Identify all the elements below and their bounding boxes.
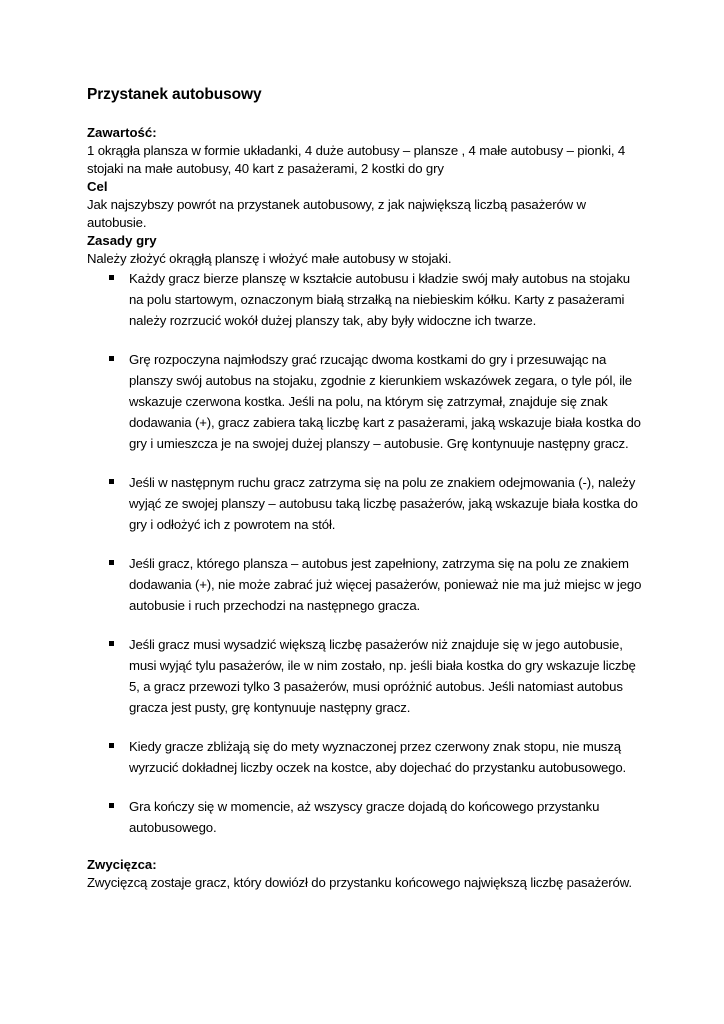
square-bullet-icon (109, 479, 114, 484)
square-bullet-icon (109, 641, 114, 646)
winner-text: Zwycięzcą zostaje gracz, który dowiózł do przystanku końcowego największą liczbę pasażerów. (87, 875, 632, 890)
document-page (87, 84, 647, 892)
rule-text: Gra kończy się w momencie, aż wszyscy gracze dojadą do końcowego przystanku autobusowego. (129, 799, 600, 835)
winner-heading: Zwycięzca: (87, 857, 157, 872)
winner-section (87, 856, 647, 892)
rule-item (87, 553, 647, 616)
goal-section (87, 178, 647, 232)
square-bullet-icon (109, 275, 114, 280)
rules-list (87, 268, 647, 838)
rule-text: Jeśli gracz, którego plansza – autobus jest zapełniony, zatrzyma się na polu ze znakiem dodawania (+), nie może zabrać już więcej pasażerów, ponieważ nie ma już miejsc w jego autobusie i ruch przechodzi na następnego gracza. (129, 556, 642, 613)
goal-text: Jak najszybszy powrót na przystanek autobusowy, z jak największą liczbą pasażerów w autobusie. (87, 197, 586, 230)
goal-heading: Cel (87, 179, 108, 194)
rules-intro: Należy złożyć okrągłą planszę i włożyć małe autobusy w stojaki. (87, 251, 452, 266)
rule-item (87, 796, 647, 838)
rule-item (87, 472, 647, 535)
rules-heading: Zasady gry (87, 233, 157, 248)
contents-text: 1 okrągła plansza w formie układanki, 4 duże autobusy – plansze , 4 małe autobusy – pionki, 4 stojaki na małe autobusy, 40 kart z pasażerami, 2 kostki do gry (87, 143, 626, 176)
square-bullet-icon (109, 356, 114, 361)
document-title: Przystanek autobusowy (87, 86, 262, 103)
rule-text: Kiedy gracze zbliżają się do mety wyznaczonej przez czerwony znak stopu, nie muszą wyrzucić dokładnej liczby oczek na kostce, aby dojechać do przystanku autobusowego. (129, 739, 627, 775)
square-bullet-icon (109, 743, 114, 748)
rule-item (87, 634, 647, 718)
contents-section (87, 124, 647, 178)
rule-text: Grę rozpoczyna najmłodszy grać rzucając dwoma kostkami do gry i przesuwając na planszy swój autobus na stojaku, zgodnie z kierunkiem wskazówek zegara, o tyle pól, ile wskazuje czerwona kostka. Jeśli na polu, na którym się zatrzymał, znajduje się znak dodawania (+), gracz zabiera taką liczbę kart z pasażerami, jaką wskazuje biała kostka do gry i umieszcza je na swojej dużej planszy – autobusie. Grę kontynuuje następny gracz. (129, 352, 641, 451)
contents-heading: Zawartość: (87, 125, 157, 140)
square-bullet-icon (109, 803, 114, 808)
rule-item (87, 268, 647, 331)
rule-text: Jeśli w następnym ruchu gracz zatrzyma się na polu ze znakiem odejmowania (-), należy wyjąć ze swojej planszy – autobusu taką liczbę pasażerów, jaką wskazuje biała kostka do gry i odłożyć ich z powrotem na stół. (129, 475, 638, 532)
rule-item (87, 736, 647, 778)
rules-section (87, 232, 647, 838)
square-bullet-icon (109, 560, 114, 565)
rule-item (87, 349, 647, 454)
rule-text: Każdy gracz bierze planszę w kształcie autobusu i kładzie swój mały autobus na stojaku na polu startowym, oznaczonym białą strzałką na niebieskim kółku. Karty z pasażerami należy rozrzucić wokół dużej planszy tak, aby były widoczne ich twarze. (129, 271, 630, 328)
rule-text: Jeśli gracz musi wysadzić większą liczbę pasażerów niż znajduje się w jego autobusie, musi wyjąć tylu pasażerów, ile w nim zostało, np. jeśli biała kostka do gry wskazuje liczbę 5, a gracz przewozi tylko 3 pasażerów, musi opróżnić autobus. Jeśli natomiast autobus gracza jest pusty, grę kontynuuje następny gracz. (129, 637, 636, 715)
